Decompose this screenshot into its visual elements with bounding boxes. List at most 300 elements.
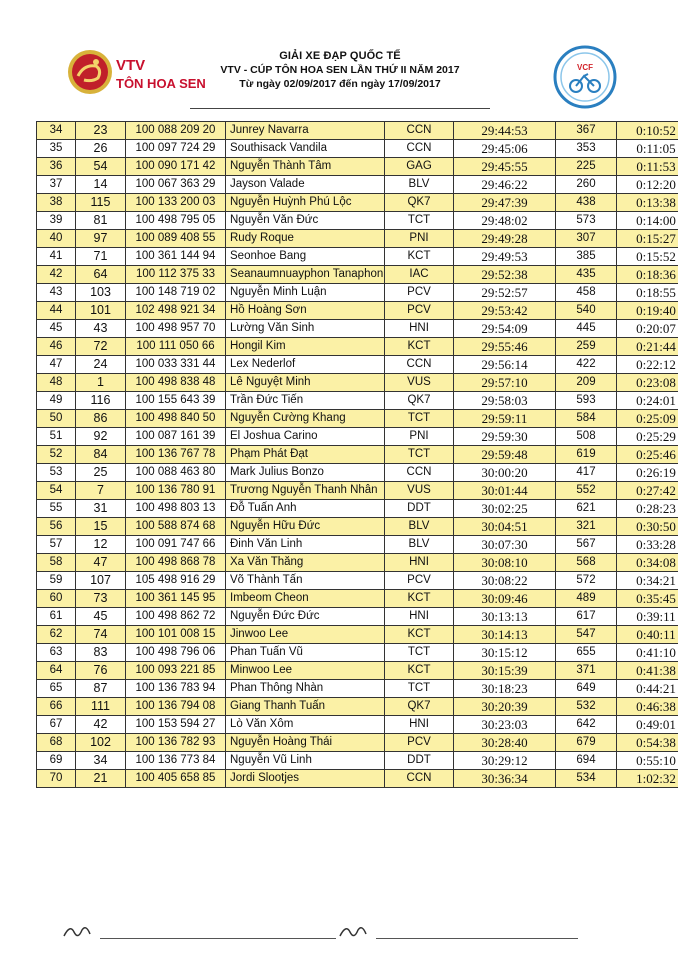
team-code-cell: CCN	[385, 356, 454, 374]
team-code-cell: VUS	[385, 482, 454, 500]
table-row	[37, 176, 678, 194]
total-time-cell: 29:45:06	[454, 140, 556, 158]
total-time-cell: 30:04:51	[454, 518, 556, 536]
uci-id-cell: 100 136 782 93	[126, 734, 226, 752]
time-gap-cell: 0:11:05	[617, 140, 678, 158]
rank-cell: 70	[37, 770, 76, 788]
points-cell: 259	[556, 338, 617, 356]
uci-id-cell: 100 088 463 80	[126, 464, 226, 482]
signature-footer	[0, 900, 678, 960]
uci-id-cell: 100 101 008 15	[126, 626, 226, 644]
rank-cell: 41	[37, 248, 76, 266]
bib-cell: 103	[76, 284, 126, 302]
time-gap-cell: 0:55:10	[617, 752, 678, 770]
bib-cell: 42	[76, 716, 126, 734]
uci-id-cell: 105 498 916 29	[126, 572, 226, 590]
bib-cell: 116	[76, 392, 126, 410]
bib-cell: 86	[76, 410, 126, 428]
table-row	[37, 464, 678, 482]
total-time-cell: 30:14:13	[454, 626, 556, 644]
team-code-cell: PCV	[385, 284, 454, 302]
bib-cell: 34	[76, 752, 126, 770]
bib-cell: 111	[76, 698, 126, 716]
time-gap-cell: 0:35:45	[617, 590, 678, 608]
rider-name-cell: Đỗ Tuấn Anh	[226, 500, 385, 518]
rank-cell: 52	[37, 446, 76, 464]
uci-id-cell: 100 112 375 33	[126, 266, 226, 284]
bib-cell: 45	[76, 608, 126, 626]
rider-name-cell: Nguyễn Vũ Linh	[226, 752, 385, 770]
table-row	[37, 482, 678, 500]
uci-id-cell: 100 588 874 68	[126, 518, 226, 536]
rank-cell: 58	[37, 554, 76, 572]
bib-cell: 72	[76, 338, 126, 356]
uci-id-cell: 100 498 868 78	[126, 554, 226, 572]
team-code-cell: CCN	[385, 122, 454, 140]
total-time-cell: 29:49:53	[454, 248, 556, 266]
points-cell: 572	[556, 572, 617, 590]
logo-brand-bottom: TÔN HOA SEN	[116, 76, 206, 91]
rider-name-cell: Nguyễn Văn Đức	[226, 212, 385, 230]
team-code-cell: KCT	[385, 626, 454, 644]
table-row	[37, 266, 678, 284]
document-header	[0, 0, 678, 112]
points-cell: 489	[556, 590, 617, 608]
rank-cell: 36	[37, 158, 76, 176]
rider-name-cell: Nguyễn Hoàng Thái	[226, 734, 385, 752]
points-cell: 225	[556, 158, 617, 176]
rank-cell: 61	[37, 608, 76, 626]
rank-cell: 60	[37, 590, 76, 608]
team-code-cell: DDT	[385, 500, 454, 518]
uci-id-cell: 100 087 161 39	[126, 428, 226, 446]
uci-id-cell: 100 498 840 50	[126, 410, 226, 428]
total-time-cell: 29:58:03	[454, 392, 556, 410]
table-row	[37, 284, 678, 302]
uci-id-cell: 100 089 408 55	[126, 230, 226, 248]
signature-line-left	[100, 938, 336, 939]
bib-cell: 23	[76, 122, 126, 140]
signature-mark-left	[60, 920, 100, 944]
signature-line-right	[376, 938, 578, 939]
bib-cell: 26	[76, 140, 126, 158]
time-gap-cell: 0:41:38	[617, 662, 678, 680]
time-gap-cell: 0:41:10	[617, 644, 678, 662]
time-gap-cell: 0:39:11	[617, 608, 678, 626]
total-time-cell: 29:52:38	[454, 266, 556, 284]
table-row	[37, 374, 678, 392]
rider-name-cell: Lê Nguyệt Minh	[226, 374, 385, 392]
points-cell: 435	[556, 266, 617, 284]
time-gap-cell: 0:28:23	[617, 500, 678, 518]
bib-cell: 92	[76, 428, 126, 446]
time-gap-cell: 0:26:19	[617, 464, 678, 482]
time-gap-cell: 0:19:40	[617, 302, 678, 320]
rider-name-cell: Phạm Phát Đạt	[226, 446, 385, 464]
uci-id-cell: 100 148 719 02	[126, 284, 226, 302]
table-row	[37, 554, 678, 572]
table-row	[37, 734, 678, 752]
rank-cell: 49	[37, 392, 76, 410]
total-time-cell: 30:01:44	[454, 482, 556, 500]
rank-cell: 56	[37, 518, 76, 536]
total-time-cell: 30:08:22	[454, 572, 556, 590]
team-code-cell: CCN	[385, 770, 454, 788]
points-cell: 260	[556, 176, 617, 194]
team-code-cell: PCV	[385, 302, 454, 320]
table-row	[37, 320, 678, 338]
team-code-cell: KCT	[385, 590, 454, 608]
total-time-cell: 30:18:23	[454, 680, 556, 698]
total-time-cell: 29:49:28	[454, 230, 556, 248]
time-gap-cell: 0:40:11	[617, 626, 678, 644]
team-code-cell: QK7	[385, 194, 454, 212]
time-gap-cell: 0:49:01	[617, 716, 678, 734]
rank-cell: 68	[37, 734, 76, 752]
rank-cell: 54	[37, 482, 76, 500]
rank-cell: 62	[37, 626, 76, 644]
rider-name-cell: Nguyễn Thành Tâm	[226, 158, 385, 176]
table-row	[37, 122, 678, 140]
points-cell: 552	[556, 482, 617, 500]
bib-cell: 15	[76, 518, 126, 536]
rider-name-cell: Nguyễn Minh Luận	[226, 284, 385, 302]
bib-cell: 31	[76, 500, 126, 518]
bib-cell: 87	[76, 680, 126, 698]
team-code-cell: HNI	[385, 554, 454, 572]
rank-cell: 47	[37, 356, 76, 374]
rider-name-cell: Phan Thông Nhàn	[226, 680, 385, 698]
rider-name-cell: Nguyễn Đức Đức	[226, 608, 385, 626]
team-code-cell: PNI	[385, 428, 454, 446]
points-cell: 422	[556, 356, 617, 374]
total-time-cell: 29:52:57	[454, 284, 556, 302]
time-gap-cell: 0:46:38	[617, 698, 678, 716]
bib-cell: 102	[76, 734, 126, 752]
rider-name-cell: Junrey Navarra	[226, 122, 385, 140]
uci-id-cell: 100 136 767 78	[126, 446, 226, 464]
rider-name-cell: Lò Văn Xôm	[226, 716, 385, 734]
bib-cell: 101	[76, 302, 126, 320]
points-cell: 584	[556, 410, 617, 428]
rank-cell: 50	[37, 410, 76, 428]
time-gap-cell: 0:15:27	[617, 230, 678, 248]
total-time-cell: 29:59:11	[454, 410, 556, 428]
bib-cell: 84	[76, 446, 126, 464]
team-code-cell: QK7	[385, 698, 454, 716]
table-row	[37, 410, 678, 428]
total-time-cell: 30:09:46	[454, 590, 556, 608]
table-row	[37, 446, 678, 464]
uci-id-cell: 100 361 144 94	[126, 248, 226, 266]
points-cell: 367	[556, 122, 617, 140]
rank-cell: 66	[37, 698, 76, 716]
team-code-cell: TCT	[385, 410, 454, 428]
rank-cell: 46	[37, 338, 76, 356]
uci-id-cell: 100 091 747 66	[126, 536, 226, 554]
points-cell: 371	[556, 662, 617, 680]
bib-cell: 12	[76, 536, 126, 554]
points-cell: 679	[556, 734, 617, 752]
time-gap-cell: 0:18:36	[617, 266, 678, 284]
time-gap-cell: 0:21:44	[617, 338, 678, 356]
total-time-cell: 30:15:39	[454, 662, 556, 680]
total-time-cell: 29:57:10	[454, 374, 556, 392]
bib-cell: 76	[76, 662, 126, 680]
rank-cell: 34	[37, 122, 76, 140]
total-time-cell: 29:45:55	[454, 158, 556, 176]
total-time-cell: 29:59:48	[454, 446, 556, 464]
rider-name-cell: Nguyễn Cường Khang	[226, 410, 385, 428]
table-row	[37, 752, 678, 770]
time-gap-cell: 0:18:55	[617, 284, 678, 302]
points-cell: 593	[556, 392, 617, 410]
team-code-cell: CCN	[385, 140, 454, 158]
points-cell: 438	[556, 194, 617, 212]
time-gap-cell: 0:10:52	[617, 122, 678, 140]
rider-name-cell: Hồ Hoàng Sơn	[226, 302, 385, 320]
rank-cell: 48	[37, 374, 76, 392]
title-block	[180, 50, 500, 90]
uci-id-cell: 100 405 658 85	[126, 770, 226, 788]
table-row	[37, 302, 678, 320]
points-cell: 534	[556, 770, 617, 788]
bib-cell: 24	[76, 356, 126, 374]
time-gap-cell: 0:33:28	[617, 536, 678, 554]
table-row	[37, 716, 678, 734]
points-cell: 321	[556, 518, 617, 536]
rank-cell: 45	[37, 320, 76, 338]
points-cell: 573	[556, 212, 617, 230]
table-row	[37, 680, 678, 698]
uci-id-cell: 100 498 862 72	[126, 608, 226, 626]
points-cell: 621	[556, 500, 617, 518]
table-row	[37, 140, 678, 158]
points-cell: 649	[556, 680, 617, 698]
table-row	[37, 698, 678, 716]
uci-id-cell: 100 033 331 44	[126, 356, 226, 374]
header-divider	[190, 108, 490, 109]
team-code-cell: TCT	[385, 680, 454, 698]
table-row	[37, 518, 678, 536]
team-code-cell: KCT	[385, 662, 454, 680]
bib-cell: 81	[76, 212, 126, 230]
uci-id-cell: 100 498 803 13	[126, 500, 226, 518]
rank-cell: 67	[37, 716, 76, 734]
rank-cell: 69	[37, 752, 76, 770]
table-row	[37, 500, 678, 518]
table-row	[37, 644, 678, 662]
bib-cell: 115	[76, 194, 126, 212]
logo-brand-top: VTV	[116, 57, 146, 74]
rider-name-cell: Võ Thành Tấn	[226, 572, 385, 590]
rider-name-cell: Trần Đức Tiến	[226, 392, 385, 410]
uci-id-cell: 100 498 796 06	[126, 644, 226, 662]
uci-id-cell: 100 093 221 85	[126, 662, 226, 680]
table-row	[37, 158, 678, 176]
rank-cell: 44	[37, 302, 76, 320]
table-row	[37, 212, 678, 230]
total-time-cell: 29:48:02	[454, 212, 556, 230]
total-time-cell: 29:59:30	[454, 428, 556, 446]
team-code-cell: TCT	[385, 644, 454, 662]
points-cell: 567	[556, 536, 617, 554]
total-time-cell: 30:15:12	[454, 644, 556, 662]
table-row	[37, 626, 678, 644]
rank-cell: 35	[37, 140, 76, 158]
uci-id-cell: 100 153 594 27	[126, 716, 226, 734]
uci-id-cell: 100 088 209 20	[126, 122, 226, 140]
total-time-cell: 30:02:25	[454, 500, 556, 518]
rider-name-cell: Giang Thanh Tuấn	[226, 698, 385, 716]
bib-cell: 73	[76, 590, 126, 608]
time-gap-cell: 1:02:32	[617, 770, 678, 788]
time-gap-cell: 0:23:08	[617, 374, 678, 392]
table-row	[37, 248, 678, 266]
table-row	[37, 356, 678, 374]
team-code-cell: HNI	[385, 608, 454, 626]
time-gap-cell: 0:14:00	[617, 212, 678, 230]
time-gap-cell: 0:34:21	[617, 572, 678, 590]
table-row	[37, 194, 678, 212]
vcf-logo-text: VCF	[577, 63, 593, 72]
team-code-cell: BLV	[385, 518, 454, 536]
rank-cell: 42	[37, 266, 76, 284]
team-code-cell: HNI	[385, 320, 454, 338]
table-row	[37, 230, 678, 248]
rank-cell: 39	[37, 212, 76, 230]
team-code-cell: BLV	[385, 536, 454, 554]
table-row	[37, 338, 678, 356]
rank-cell: 51	[37, 428, 76, 446]
total-time-cell: 29:55:46	[454, 338, 556, 356]
points-cell: 353	[556, 140, 617, 158]
points-cell: 540	[556, 302, 617, 320]
bib-cell: 64	[76, 266, 126, 284]
table-row	[37, 590, 678, 608]
total-time-cell: 30:00:20	[454, 464, 556, 482]
points-cell: 508	[556, 428, 617, 446]
time-gap-cell: 0:25:09	[617, 410, 678, 428]
signature-mark-right	[336, 920, 376, 944]
time-gap-cell: 0:13:38	[617, 194, 678, 212]
total-time-cell: 29:54:09	[454, 320, 556, 338]
total-time-cell: 29:44:53	[454, 122, 556, 140]
points-cell: 458	[556, 284, 617, 302]
total-time-cell: 30:28:40	[454, 734, 556, 752]
points-cell: 694	[556, 752, 617, 770]
points-cell: 642	[556, 716, 617, 734]
points-cell: 568	[556, 554, 617, 572]
total-time-cell: 29:53:42	[454, 302, 556, 320]
table-row	[37, 770, 678, 788]
team-code-cell: HNI	[385, 716, 454, 734]
points-cell: 445	[556, 320, 617, 338]
team-code-cell: TCT	[385, 212, 454, 230]
uci-id-cell: 100 136 783 94	[126, 680, 226, 698]
table-row	[37, 536, 678, 554]
uci-id-cell: 100 498 838 48	[126, 374, 226, 392]
team-code-cell: IAC	[385, 266, 454, 284]
time-gap-cell: 0:15:52	[617, 248, 678, 266]
rank-cell: 64	[37, 662, 76, 680]
points-cell: 417	[556, 464, 617, 482]
total-time-cell: 30:36:34	[454, 770, 556, 788]
rank-cell: 38	[37, 194, 76, 212]
rider-name-cell: Hongil Kim	[226, 338, 385, 356]
bib-cell: 14	[76, 176, 126, 194]
time-gap-cell: 0:54:38	[617, 734, 678, 752]
rider-name-cell: Imbeom Cheon	[226, 590, 385, 608]
table-row	[37, 608, 678, 626]
bib-cell: 107	[76, 572, 126, 590]
time-gap-cell: 0:25:29	[617, 428, 678, 446]
rider-name-cell: Seonhoe Bang	[226, 248, 385, 266]
uci-id-cell: 100 498 957 70	[126, 320, 226, 338]
uci-id-cell: 100 090 171 42	[126, 158, 226, 176]
rider-name-cell: Đinh Văn Linh	[226, 536, 385, 554]
rider-name-cell: Jayson Valade	[226, 176, 385, 194]
team-code-cell: DDT	[385, 752, 454, 770]
points-cell: 209	[556, 374, 617, 392]
uci-id-cell: 100 361 145 95	[126, 590, 226, 608]
table-row	[37, 428, 678, 446]
bib-cell: 54	[76, 158, 126, 176]
bib-cell: 47	[76, 554, 126, 572]
total-time-cell: 29:56:14	[454, 356, 556, 374]
rider-name-cell: Xa Văn Thăng	[226, 554, 385, 572]
time-gap-cell: 0:12:20	[617, 176, 678, 194]
bib-cell: 25	[76, 464, 126, 482]
rider-name-cell: Jordi Slootjes	[226, 770, 385, 788]
rider-name-cell: Southisack Vandila	[226, 140, 385, 158]
vcf-logo	[552, 44, 618, 110]
total-time-cell: 30:23:03	[454, 716, 556, 734]
table-row	[37, 572, 678, 590]
rank-cell: 57	[37, 536, 76, 554]
uci-id-cell: 102 498 921 34	[126, 302, 226, 320]
bib-cell: 97	[76, 230, 126, 248]
rider-name-cell: El Joshua Carino	[226, 428, 385, 446]
rider-name-cell: Lường Văn Sinh	[226, 320, 385, 338]
time-gap-cell: 0:27:42	[617, 482, 678, 500]
rider-name-cell: Jinwoo Lee	[226, 626, 385, 644]
total-time-cell: 30:29:12	[454, 752, 556, 770]
time-gap-cell: 0:34:08	[617, 554, 678, 572]
table-row	[37, 392, 678, 410]
bib-cell: 7	[76, 482, 126, 500]
title-line-2: VTV - CÚP TÔN HOA SEN LẦN THỨ II NĂM 2017	[220, 64, 460, 76]
total-time-cell: 29:47:39	[454, 194, 556, 212]
total-time-cell: 30:13:13	[454, 608, 556, 626]
team-code-cell: PCV	[385, 734, 454, 752]
total-time-cell: 29:46:22	[454, 176, 556, 194]
points-cell: 547	[556, 626, 617, 644]
time-gap-cell: 0:30:50	[617, 518, 678, 536]
uci-id-cell: 100 136 794 08	[126, 698, 226, 716]
team-code-cell: BLV	[385, 176, 454, 194]
time-gap-cell: 0:22:12	[617, 356, 678, 374]
time-gap-cell: 0:20:07	[617, 320, 678, 338]
rider-name-cell: Trương Nguyễn Thanh Nhân	[226, 482, 385, 500]
rider-name-cell: Phan Tuấn Vũ	[226, 644, 385, 662]
points-cell: 619	[556, 446, 617, 464]
uci-id-cell: 100 067 363 29	[126, 176, 226, 194]
rank-cell: 40	[37, 230, 76, 248]
uci-id-cell: 100 136 773 84	[126, 752, 226, 770]
team-code-cell: GAG	[385, 158, 454, 176]
bib-cell: 21	[76, 770, 126, 788]
